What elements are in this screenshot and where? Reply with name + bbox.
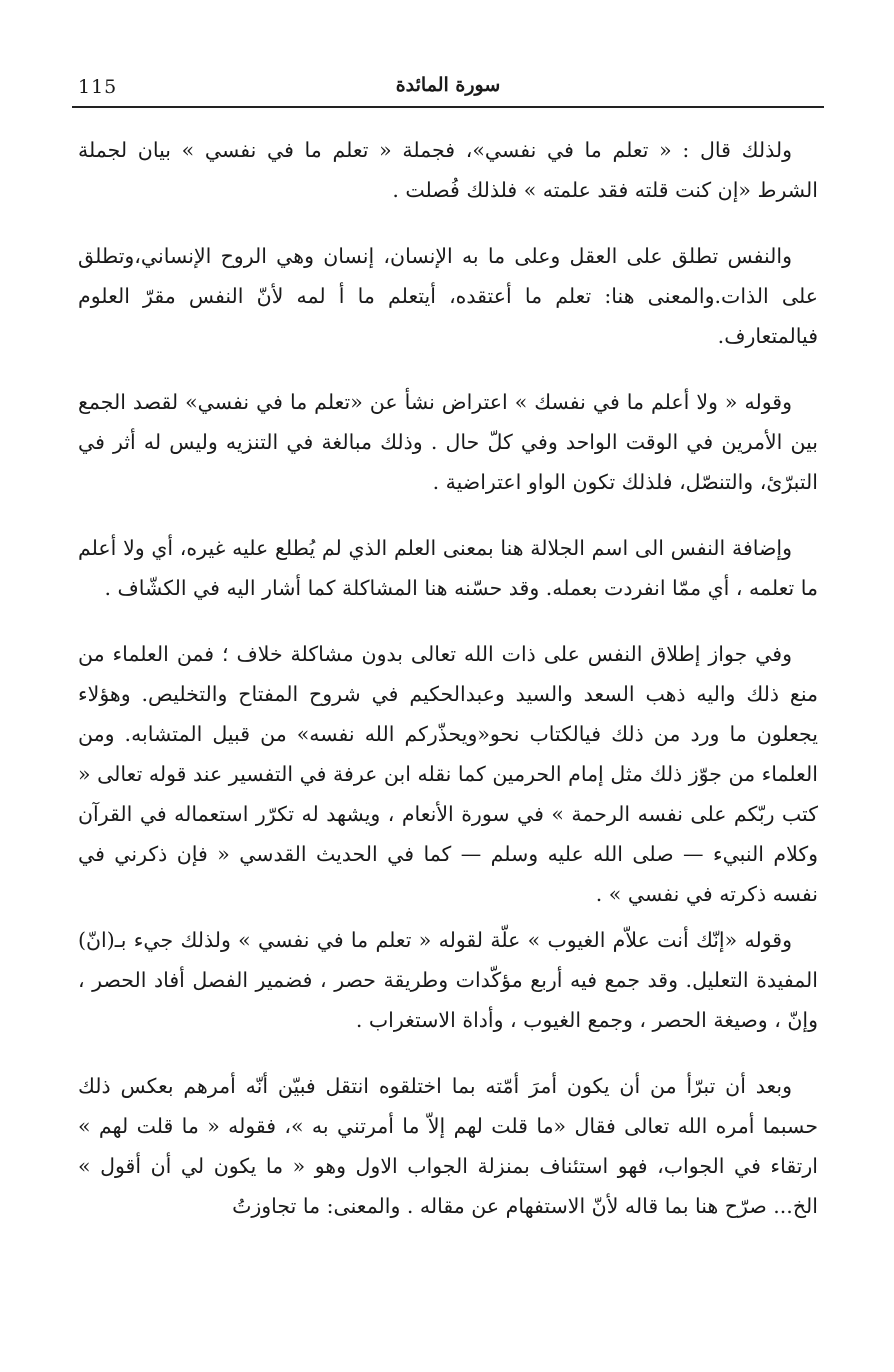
paragraph-gap	[78, 502, 818, 528]
page-number: 115	[78, 76, 118, 98]
paragraph-gap	[78, 210, 818, 236]
paragraph-gap	[78, 608, 818, 634]
paragraph: وبعد أن تبرّأ من أن يكون أمرَ أمّته بما اختلقوه انتقل فبيّن أنّه أمرهم بعكس ذلك حسبما أمره الله تعالى فقال «ما قلت لهم إلاّ ما أمرتني به »، فقوله « ما قلت لهم » ارتقاء في الجواب، فهو استئناف بمنزلة الجواب الاول وهو « ما يكون لي أن أقول » الخ... صرّح هنا بما قاله لأنّ الاستفهام عن مقاله . والمعنى: ما تجاوزتُ	[78, 1074, 818, 1218]
body-text	[78, 130, 818, 1226]
paragraph-gap	[78, 1040, 818, 1066]
paragraph: وقوله « ولا أعلم ما في نفسك » اعتراض نشأ عن «تعلم ما في نفسي» لقصد الجمع بين الأمرين في الوقت الواحد وفي كلّ حال . وذلك مبالغة في التنزيه وليس له أثر في التبرّئ، والتنصّل، فلذلك تكون الواو اعتراضية .	[78, 390, 818, 494]
paragraph: وإضافة النفس الى اسم الجلالة هنا بمعنى العلم الذي لم يُطلع عليه غيره، أي ولا أعلم ما تعلمه ، أي ممّا انفردت بعمله. وقد حسّنه هنا المشاكلة كما أشار اليه في الكشّاف .	[78, 536, 818, 600]
paragraph: وفي جواز إطلاق النفس على ذات الله تعالى بدون مشاكلة خلاف ؛ فمن العلماء من منع ذلك واليه ذهب السعد والسيد وعبدالحكيم في شروح المفتاح والتخليص. وهؤلاء يجعلون ما ورد من ذلك فيالكتاب نحو«ويحذّركم الله نفسه» من قبيل المتشابه. ومن العلماء من جوّز ذلك مثل إمام الحرمين كما نقله ابن عرفة في التفسير عند قوله تعالى « كتب ربّكم على نفسه الرحمة » في سورة الأنعام ، ويشهد له تكرّر استعماله في القرآن وكلام النبيء — صلى الله عليه وسلم — كما في الحديث القدسي « فإن ذكرني في نفسه ذكرته في نفسي » .	[78, 642, 818, 906]
running-title: سورة المائدة	[395, 74, 501, 96]
header-divider	[72, 106, 824, 108]
paragraph: وقوله «إنّك أنت علاّم الغيوب » علّة لقوله « تعلم ما في نفسي » ولذلك جيء بـ(انّ) المفيدة التعليل. وقد جمع فيه أربع مؤكّدات وطريقة حصر ، فضمير الفصل أفاد الحصر ، وإنّ ، وصيغة الحصر ، وجمع الغيوب ، وأداة الاستغراب .	[78, 928, 818, 1032]
page-header	[78, 72, 818, 106]
paragraph-gap	[78, 356, 818, 382]
paragraph: ولذلك قال : « تعلم ما في نفسي»، فجملة « تعلم ما في نفسي » بيان لجملة الشرط «إن كنت قلته فقد علمته » فلذلك فُصلت .	[78, 138, 818, 202]
paragraph: والنفس تطلق على العقل وعلى ما به الإنسان، إنسان وهي الروح الإنساني،وتطلق على الذات.والمعنى هنا: تعلم ما أعتقده، أيتعلم ما أ لمه لأنّ النفس مقرّ العلوم فيالمتعارف.	[78, 244, 818, 348]
